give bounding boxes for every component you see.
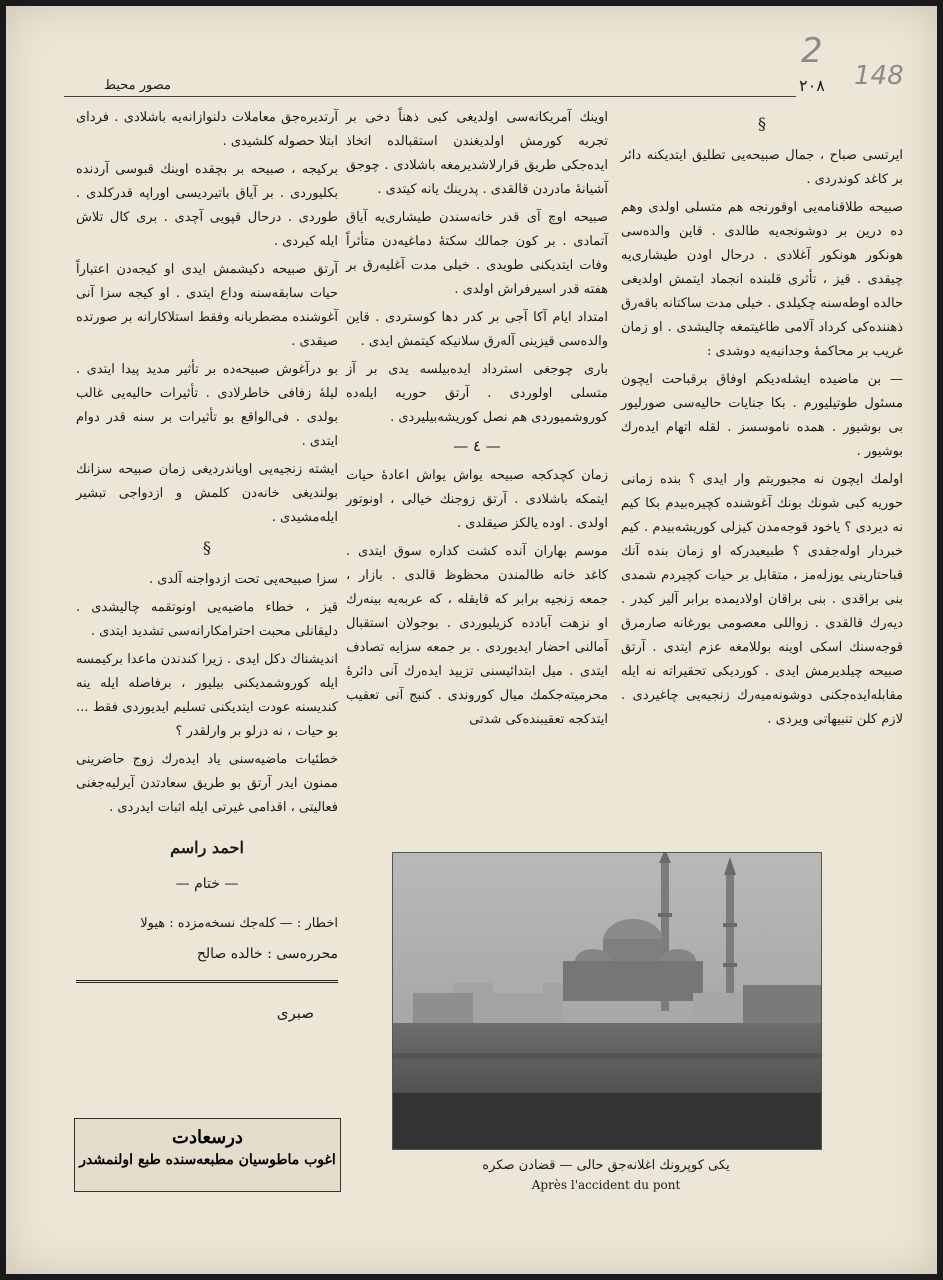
pencil-page-number: 148 [854,61,904,91]
paragraph: امتداد ایام آکا آجی بر کدر دها کوستردی . قاین والده‌سی قیزینی آله‌رق سلانیکه کیتمش ایدی . [346,310,608,349]
paragraph: آرتدیره‌جق معاملات دلنوازانه‌یه باشلادی . فردای ابتلا حصوله کلشیدی . [76,110,338,149]
paragraph: ایشته زنجیه‌یی اویاندردیغی زمان صبیحه سزانك بولندیغی خانه‌دن کلمش و ازدواجی تبشیر ایله‌مشیدی . [76,462,338,525]
magazine-title: مصور محیط [104,78,171,93]
signature-sabri: صبری [276,1004,314,1022]
paragraph: برکیجه ، صبیحه بر بچقده اوینك قبوسی آردنده بکلیوردی . بر آیاق باتیردیسی اوراپه قدرکلدی . طوردی . درحال قپویی آچدی . بری کال تلاش ایله کیردی . [76,162,338,249]
paragraph: موسم بهاران آنده کشت کداره سوق ایتدی . کاغد خانه طالمندن محظوظ قالدی . بازار ، جمعه زنجیه برابر که قایقله ، که عربه‌یه بینه‌رك او نزهت آبادده کزیلیوردی . بوجولان استقبال آمالنی احضار ایدیوردی . بر جمعه سزایه تصادف ایتدی . میل ابتدائیسنی تزیید ایده‌رك آنی دائرهٔ محرمیته‌جکمك میال کوروندی . کنبج آنی تعقیب ایتدکجه تعقیبنده‌کی شدتی [346,544,608,727]
editor-credit: محرره‌سی : خالده صالح [196,946,338,962]
author-name: احمد راسم [170,838,244,857]
next-issue-notice: اخطار : — کله‌جك نسخه‌مزده : هیولا [140,916,338,931]
column-left [76,106,338,1047]
paragraph: بو درآغوش صبیحه‌ده بر تأثیر مدید پیدا ایتدی . لیلهٔ زفافی خاطرلادی . تأثیرات حالیه‌یی غالب بولدی . فی‌الواقع بو تأثیرات بر سنه قدر دوام ایتدی . [76,362,338,449]
section-mark: § [203,538,211,557]
paragraph: صبیحه طلاقنامه‌یی اوقورنجه هم متسلی اولدی وهم ده درین بر دوشونجه‌یه طالدی . قاین والده‌سی هونکور هونکور آغلادی . درحال اودن طیشاری‌یه چیقدی . قیز ، تأثری قلبنده انجماد ایتمش اولدیغی حالده اوطه‌سنه چکیلدی . خیلی مدت ساکتانه باقه‌رق ذهننده‌کی کرداد آلامی طاغیتمغه چالیشدی . او زمان غریب بر محاکمهٔ وجدانیه‌یه دوشدی : [621,200,903,359]
section-mark: § [758,114,766,133]
paragraph: سزا صبیحه‌یی تحت ازدواجنه آلدی . [148,572,338,587]
double-rule [76,980,338,983]
paragraph: قیز ، خطاء ماضیه‌یی اونوتقمه چالیشدی . دلیقانلی محبت احترامکارانه‌سی تشدید ایتدی . [76,600,338,639]
paragraph: ایرتسی صباح ، جمال صبیحه‌یی تطلیق ایتدیکنه دائر بر کاغد کوندردی . [621,148,903,187]
printer-city: درسعادت [172,1127,243,1148]
paragraph: — بن ماضیده ایشله‌دیکم اوفاق برقباحت ایچون مسئول طوتیلیورم . بکا جنایات حالیه‌سی صورلیور بی بوشیور . همده ناموسسز . لقله اتهام ایده‌رك بوشیور . [621,372,903,459]
paragraph: اندیشناك دکل ایدی . زیرا کندندن ماعدا برکیمسه ایله کوروشمدیکنی بیلیور ، برفاصله ایله ینه کندیسنه عودت ایتدیکنی تسلیم ایدیوردی فقط ... بو حیات ، نه درلو بر وارلقدر ؟ [76,652,338,739]
paragraph: آرتق صبیحه دکیشمش ایدی او کیجه‌دن اعتباراً حیات سابقه‌سنه وداع ایتدی . او کیجه سزا آنی آغوشنده مضطربانه وفقط استلاکارانه بر صورتده صیقدی . [76,262,338,349]
paragraph: زمان کچدکجه صبیحه یواش یواش اعادهٔ حیات ایتمکه باشلادی . آرتق زوجنك خیالی ، اونوتور اولدی . اوده یالکز صیقلدی . [346,468,608,531]
photo-caption-ottoman: یکی کوپرونك اغلانه‌جق حالی — قضادن صکره [482,1158,730,1173]
column-middle [346,106,608,736]
photo-caption-french: Après l'accident du pont [531,1178,681,1192]
printer-imprint [74,1118,341,1192]
end-mark: — ختام — [175,876,239,892]
mosque-photo-illustration [393,853,821,1149]
mosque-photo [392,852,822,1150]
paragraph: خطئیات ماضیه‌سنی یاد ایده‌رك زوج حاضرینی ممنون ایدر آرتق بو طریق سعادتدن آیرلیه‌جغنی فعالیتی ، اقدامی غیرتی ایله اثبات ایدردی . [76,752,338,815]
column-right [621,106,903,736]
header-rule [64,96,796,97]
page-number: ۲۰۸ [799,76,825,95]
chapter-number: — ٤ — [453,437,501,455]
journal-page [6,6,937,1274]
paragraph: اولمك ایچون نه مجبوریتم وار ایدی ؟ بنده زمانی حوریه کبی شونك بونك آغوشنده کچیره‌بیدم بکا کیم نه دیردی ؟ یاخود قوجه‌مدن کیزلی کوریشه‌بیدم . کیم خبردار اوله‌جقدی ؟ طبیعیدرکه او زمان بنده آنك قباحتارینی یوزله‌مز ، متقابل بر حیات کچیردم شمدی بنی براقدی . بنی براقان اولادیمده برابر آلیر کیدر . دیه‌رك قالقدی . زواللی معصومی بورغانه صارمرق قوجه‌سنك اسکی اوینه بوللامغه عزم ایتدی . آرتق صبیحه چیلدیرمش ایدی . کوردیکی تحقیراته نه ایله مقابله‌ایده‌جکنی دوشونه‌میه‌رك زنجیه‌یی چاغیردی . لازم کلن تنبیهاتی ویردی . [621,472,903,727]
paragraph: اوینك آمریکانه‌سی اولدیغی کبی ذهناً دخی بر تجربه کورمش اولدیغندن استقبالده اتخاذ ایده‌جکی طریق قرارلاشدیرمغه باشلادی . چوجق آشیانهٔ مادردن قالقدی . پدرینك یانه کیتدی . [346,110,608,197]
pencil-mark: 2 [801,31,823,71]
printer-press: اغوب ماطوسیان مطبعه‌سنده طبع اولنمشدر [79,1152,336,1168]
paragraph: باری چوجغی استرداد ایده‌بیلسه یدی بر آز متسلی اولوردی . آرتق حوریه ایله‌ده کوروشمیوردی هم نصل کوریشه‌بیلیردی . [346,362,608,425]
paragraph: صبیحه اوچ آی قدر خانه‌سندن طیشاری‌یه آیاق آتمادی . بر کون جمالك سکتهٔ دماغیه‌دن متأثراً وفات ایتدیکنی طویدی . خیلی مدت آغلیه‌رق بر هفته قدر اسیرفراش اولدی . [346,210,608,297]
